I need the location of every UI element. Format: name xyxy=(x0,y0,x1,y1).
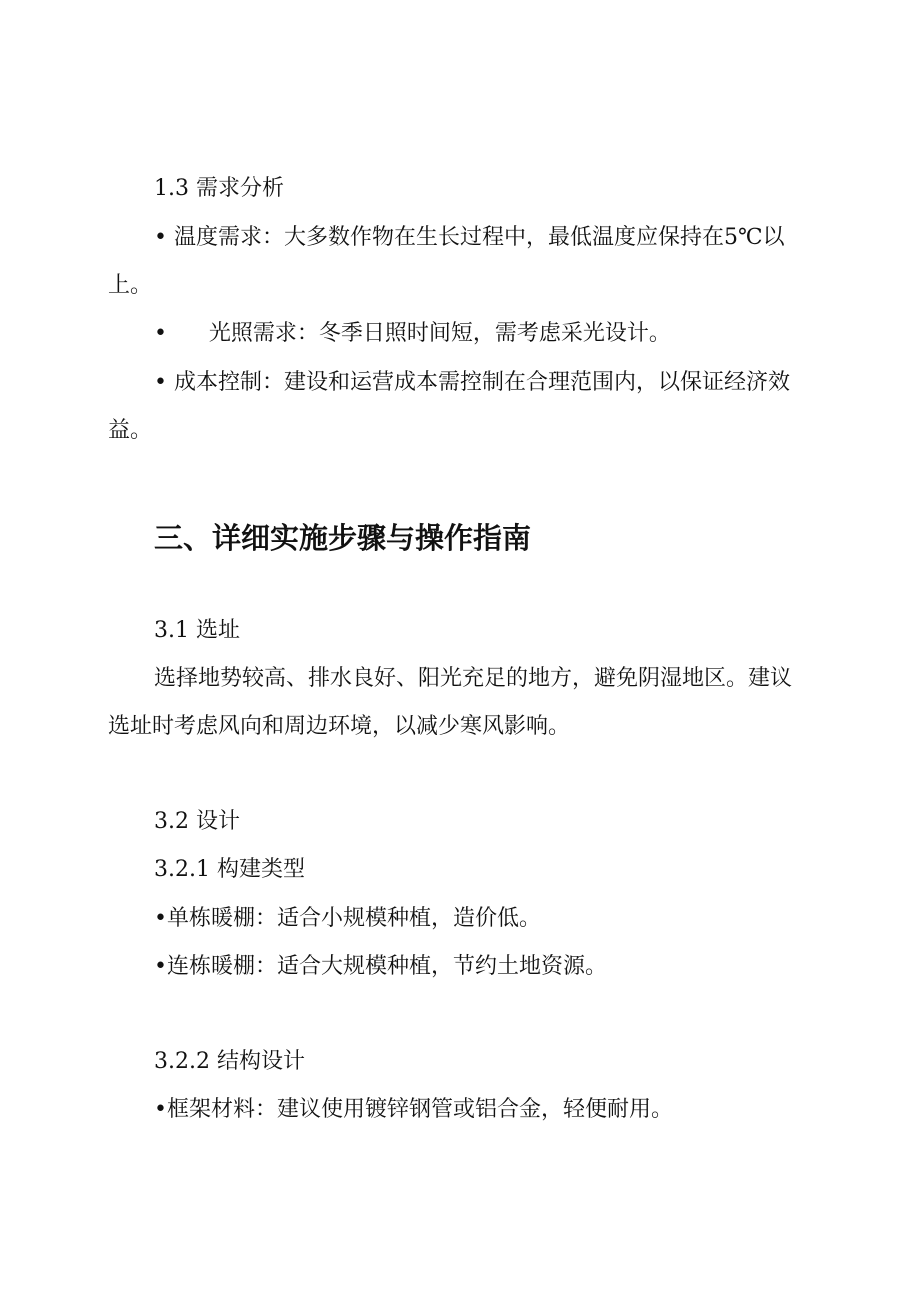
temperature-requirement-bullet-continued: 上。 xyxy=(108,273,153,298)
site-selection-paragraph: 选择地势较高、排水良好、阳光充足的地方，避免阴湿地区。建议 xyxy=(154,666,793,691)
single-span-greenhouse-bullet: •单栋暖棚：适合小规模种植，造价低。 xyxy=(154,906,541,931)
multi-span-greenhouse-bullet: •连栋暖棚：适合大规模种植，节约土地资源。 xyxy=(154,954,607,979)
site-selection-paragraph-continued: 选址时考虑风向和周边环境，以减少寒风影响。 xyxy=(108,714,571,739)
cost-control-bullet: • 成本控制：建设和运营成本需控制在合理范围内，以保证经济效 xyxy=(154,370,790,395)
cost-control-bullet-continued: 益。 xyxy=(108,418,153,443)
section-3-2-title: 3.2 设计 xyxy=(154,809,240,834)
section-3-2-1-title: 3.2.1 构建类型 xyxy=(154,857,305,882)
frame-material-bullet: •框架材料：建议使用镀锌钢管或铝合金，轻便耐用。 xyxy=(154,1097,673,1122)
section-1-3-title: 1.3 需求分析 xyxy=(154,176,284,201)
section-3-1-title: 3.1 选址 xyxy=(154,618,240,643)
section-3-2-2-title: 3.2.2 结构设计 xyxy=(154,1049,305,1074)
lighting-requirement-bullet: • 光照需求：冬季日照时间短，需考虑采光设计。 xyxy=(154,321,671,346)
chapter-3-heading: 三、详细实施步骤与操作指南 xyxy=(154,521,532,555)
temperature-requirement-bullet: • 温度需求：大多数作物在生长过程中，最低温度应保持在5℃以 xyxy=(154,225,785,250)
